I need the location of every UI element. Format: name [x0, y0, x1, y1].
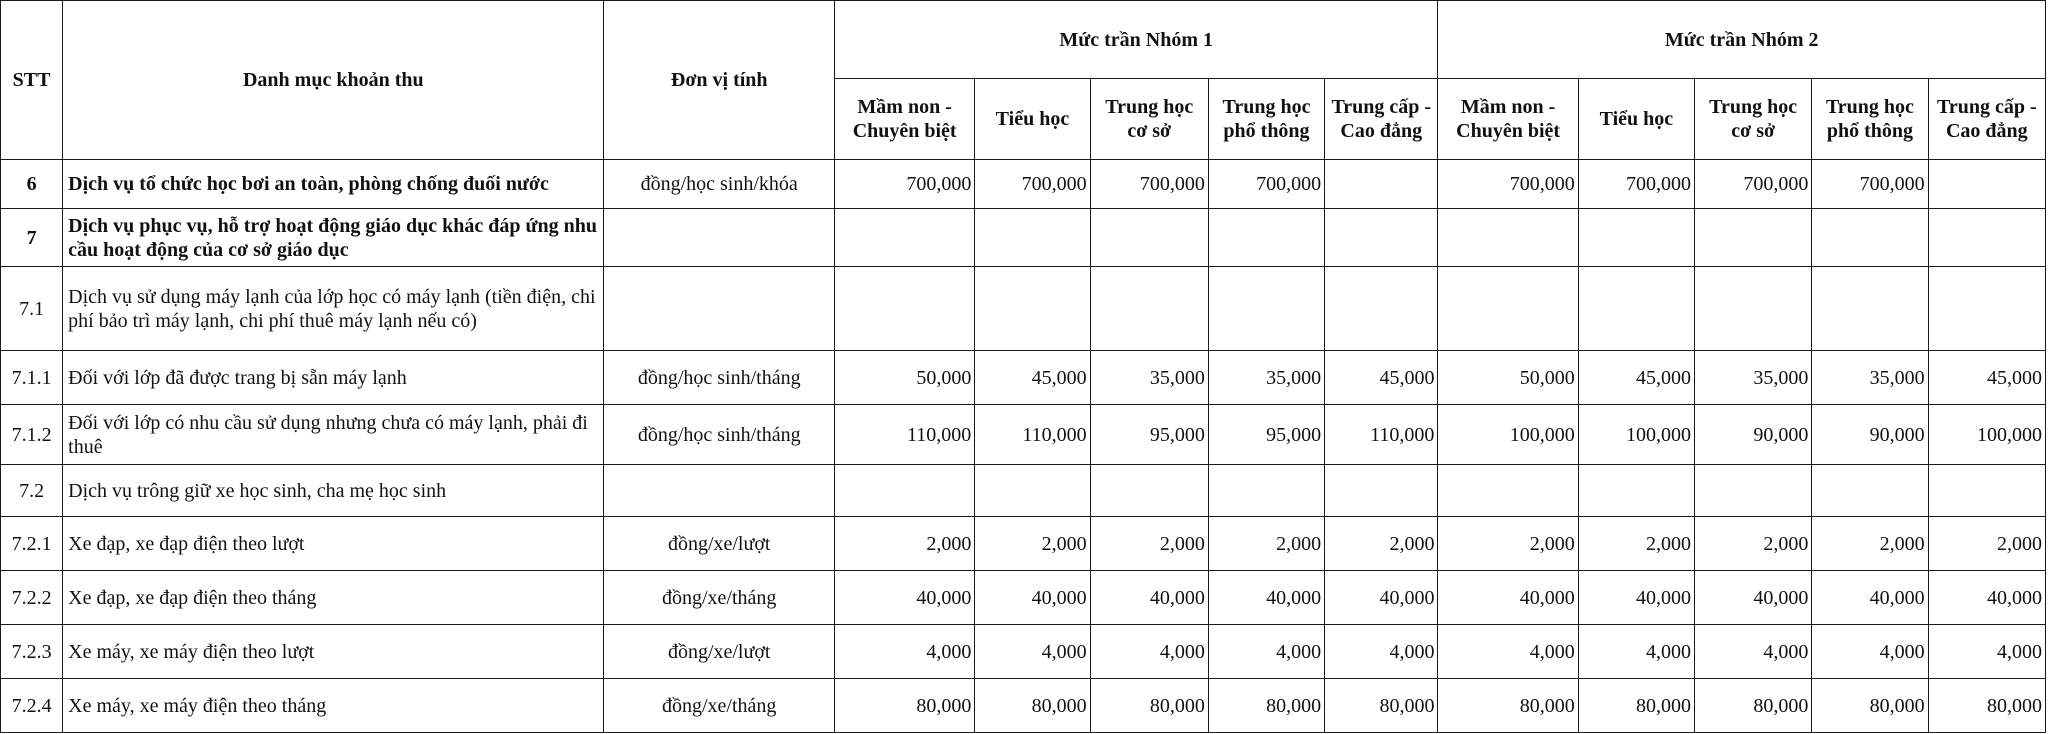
header-unit: Đơn vị tính [604, 1, 835, 160]
cell-unit [604, 209, 835, 267]
cell-value-group-1: 80,000 [1325, 679, 1438, 733]
cell-value-group-1 [1208, 209, 1324, 267]
table-row [1, 625, 2046, 679]
cell-category: Dịch vụ tổ chức học bơi an toàn, phòng chống đuối nước [63, 160, 604, 209]
cell-value-group-2: 2,000 [1578, 517, 1694, 571]
cell-value-group-1: 2,000 [1208, 517, 1324, 571]
cell-value-group-1 [834, 267, 974, 351]
cell-value-group-1: 110,000 [834, 405, 974, 465]
header-group-2: Mức trần Nhóm 2 [1438, 1, 2046, 79]
cell-value-group-2 [1578, 209, 1694, 267]
cell-value-group-1: 2,000 [834, 517, 974, 571]
cell-value-group-2 [1928, 209, 2045, 267]
cell-value-group-1: 110,000 [975, 405, 1090, 465]
cell-unit: đồng/xe/tháng [604, 571, 835, 625]
cell-value-group-1 [1090, 465, 1208, 517]
cell-stt: 7.1.1 [1, 351, 63, 405]
cell-value-group-2: 100,000 [1928, 405, 2045, 465]
cell-value-group-2: 35,000 [1695, 351, 1812, 405]
cell-value-group-2 [1695, 267, 1812, 351]
cell-value-group-1 [1208, 267, 1324, 351]
cell-value-group-2: 2,000 [1812, 517, 1928, 571]
cell-category: Dịch vụ trông giữ xe học sinh, cha mẹ học sinh [63, 465, 604, 517]
table-row [1, 679, 2046, 733]
table-row [1, 465, 2046, 517]
cell-unit: đồng/học sinh/khóa [604, 160, 835, 209]
header-level: Trung học phổ thông [1208, 79, 1324, 160]
cell-value-group-1: 2,000 [1090, 517, 1208, 571]
cell-value-group-2: 2,000 [1695, 517, 1812, 571]
cell-value-group-1: 40,000 [1090, 571, 1208, 625]
cell-stt: 7.2.2 [1, 571, 63, 625]
cell-value-group-2: 100,000 [1578, 405, 1694, 465]
cell-value-group-2: 80,000 [1578, 679, 1694, 733]
cell-unit: đồng/xe/tháng [604, 679, 835, 733]
cell-value-group-1: 110,000 [1325, 405, 1438, 465]
table-row [1, 571, 2046, 625]
cell-value-group-2: 4,000 [1695, 625, 1812, 679]
cell-category: Đối với lớp có nhu cầu sử dụng nhưng chưa có máy lạnh, phải đi thuê [63, 405, 604, 465]
cell-value-group-2: 2,000 [1438, 517, 1578, 571]
cell-value-group-2: 45,000 [1928, 351, 2045, 405]
cell-value-group-1: 45,000 [975, 351, 1090, 405]
header-group-1: Mức trần Nhóm 1 [834, 1, 1437, 79]
cell-value-group-2 [1928, 267, 2045, 351]
cell-category: Xe máy, xe máy điện theo tháng [63, 679, 604, 733]
cell-category: Đối với lớp đã được trang bị sẵn máy lạnh [63, 351, 604, 405]
cell-value-group-1: 80,000 [834, 679, 974, 733]
cell-stt: 7.2.4 [1, 679, 63, 733]
header-category: Danh mục khoản thu [63, 1, 604, 160]
table-row [1, 209, 2046, 267]
cell-value-group-1: 4,000 [1208, 625, 1324, 679]
cell-unit: đồng/học sinh/tháng [604, 405, 835, 465]
cell-value-group-1 [834, 465, 974, 517]
cell-value-group-1: 4,000 [1090, 625, 1208, 679]
cell-value-group-2 [1695, 209, 1812, 267]
cell-value-group-2: 80,000 [1438, 679, 1578, 733]
cell-value-group-1 [975, 465, 1090, 517]
cell-value-group-2: 90,000 [1812, 405, 1928, 465]
cell-value-group-1: 700,000 [1090, 160, 1208, 209]
cell-value-group-2 [1812, 267, 1928, 351]
header-level: Tiểu học [975, 79, 1090, 160]
cell-value-group-1: 35,000 [1208, 351, 1324, 405]
cell-value-group-1: 80,000 [1208, 679, 1324, 733]
cell-value-group-2: 45,000 [1578, 351, 1694, 405]
cell-value-group-2 [1695, 465, 1812, 517]
cell-value-group-1: 2,000 [975, 517, 1090, 571]
cell-value-group-1: 95,000 [1208, 405, 1324, 465]
cell-unit: đồng/xe/lượt [604, 625, 835, 679]
table-body [1, 160, 2046, 733]
cell-value-group-2: 700,000 [1695, 160, 1812, 209]
cell-value-group-2: 80,000 [1695, 679, 1812, 733]
cell-value-group-1: 80,000 [975, 679, 1090, 733]
cell-value-group-1 [834, 209, 974, 267]
cell-value-group-1: 80,000 [1090, 679, 1208, 733]
cell-value-group-1: 50,000 [834, 351, 974, 405]
cell-value-group-1: 35,000 [1090, 351, 1208, 405]
cell-value-group-1 [1325, 267, 1438, 351]
cell-value-group-2 [1812, 209, 1928, 267]
cell-value-group-1: 40,000 [834, 571, 974, 625]
header-level: Trung học phổ thông [1812, 79, 1928, 160]
cell-stt: 7.1.2 [1, 405, 63, 465]
cell-value-group-1: 4,000 [1325, 625, 1438, 679]
cell-value-group-1: 2,000 [1325, 517, 1438, 571]
cell-value-group-1: 40,000 [1325, 571, 1438, 625]
cell-value-group-2: 4,000 [1578, 625, 1694, 679]
header-stt: STT [1, 1, 63, 160]
table-row [1, 267, 2046, 351]
table-row [1, 405, 2046, 465]
cell-value-group-2 [1812, 465, 1928, 517]
cell-value-group-2 [1578, 267, 1694, 351]
cell-value-group-2: 100,000 [1438, 405, 1578, 465]
cell-value-group-1: 4,000 [975, 625, 1090, 679]
cell-value-group-1: 40,000 [1208, 571, 1324, 625]
cell-value-group-2: 4,000 [1438, 625, 1578, 679]
cell-value-group-2: 4,000 [1812, 625, 1928, 679]
cell-value-group-1: 4,000 [834, 625, 974, 679]
cell-value-group-2: 40,000 [1578, 571, 1694, 625]
cell-value-group-2: 700,000 [1438, 160, 1578, 209]
cell-category: Dịch vụ phục vụ, hỗ trợ hoạt động giáo dục khác đáp ứng nhu cầu hoạt động của cơ sở giáo dục [63, 209, 604, 267]
cell-stt: 6 [1, 160, 63, 209]
cell-value-group-2 [1578, 465, 1694, 517]
cell-value-group-2: 80,000 [1928, 679, 2045, 733]
cell-value-group-2: 2,000 [1928, 517, 2045, 571]
header-level: Mầm non - Chuyên biệt [834, 79, 974, 160]
cell-value-group-2 [1438, 465, 1578, 517]
cell-value-group-1: 45,000 [1325, 351, 1438, 405]
cell-value-group-1 [1325, 209, 1438, 267]
cell-value-group-2: 35,000 [1812, 351, 1928, 405]
header-level: Trung cấp - Cao đẳng [1325, 79, 1438, 160]
cell-stt: 7 [1, 209, 63, 267]
cell-value-group-1: 700,000 [1208, 160, 1324, 209]
header-level: Trung cấp - Cao đẳng [1928, 79, 2045, 160]
header-level: Tiểu học [1578, 79, 1694, 160]
cell-value-group-1 [1325, 160, 1438, 209]
cell-unit [604, 465, 835, 517]
cell-stt: 7.1 [1, 267, 63, 351]
cell-unit: đồng/xe/lượt [604, 517, 835, 571]
cell-value-group-2: 40,000 [1438, 571, 1578, 625]
cell-value-group-2: 40,000 [1928, 571, 2045, 625]
cell-value-group-2 [1928, 465, 2045, 517]
cell-value-group-1 [975, 267, 1090, 351]
cell-value-group-2: 4,000 [1928, 625, 2045, 679]
cell-unit: đồng/học sinh/tháng [604, 351, 835, 405]
header-level: Mầm non - Chuyên biệt [1438, 79, 1578, 160]
cell-value-group-1: 95,000 [1090, 405, 1208, 465]
cell-value-group-1 [975, 209, 1090, 267]
cell-category: Xe máy, xe máy điện theo lượt [63, 625, 604, 679]
cell-stt: 7.2.3 [1, 625, 63, 679]
cell-category: Dịch vụ sử dụng máy lạnh của lớp học có máy lạnh (tiền điện, chi phí bảo trì máy lạnh, chi phí thuê máy lạnh nếu có) [63, 267, 604, 351]
cell-value-group-2 [1438, 267, 1578, 351]
cell-value-group-1 [1325, 465, 1438, 517]
cell-category: Xe đạp, xe đạp điện theo lượt [63, 517, 604, 571]
cell-value-group-1: 700,000 [975, 160, 1090, 209]
cell-value-group-2: 50,000 [1438, 351, 1578, 405]
cell-stt: 7.2.1 [1, 517, 63, 571]
cell-value-group-2 [1438, 209, 1578, 267]
table-row [1, 160, 2046, 209]
cell-stt: 7.2 [1, 465, 63, 517]
cell-unit [604, 267, 835, 351]
cell-value-group-1 [1208, 465, 1324, 517]
cell-value-group-2: 700,000 [1578, 160, 1694, 209]
cell-value-group-2: 40,000 [1812, 571, 1928, 625]
table-row [1, 351, 2046, 405]
cell-value-group-2: 700,000 [1812, 160, 1928, 209]
table-row [1, 517, 2046, 571]
cell-value-group-2: 90,000 [1695, 405, 1812, 465]
cell-value-group-1: 700,000 [834, 160, 974, 209]
cell-value-group-2: 80,000 [1812, 679, 1928, 733]
cell-value-group-1 [1090, 209, 1208, 267]
cell-category: Xe đạp, xe đạp điện theo tháng [63, 571, 604, 625]
cell-value-group-1: 40,000 [975, 571, 1090, 625]
header-level: Trung học cơ sở [1090, 79, 1208, 160]
cell-value-group-2: 40,000 [1695, 571, 1812, 625]
cell-value-group-2 [1928, 160, 2045, 209]
header-level: Trung học cơ sở [1695, 79, 1812, 160]
cell-value-group-1 [1090, 267, 1208, 351]
